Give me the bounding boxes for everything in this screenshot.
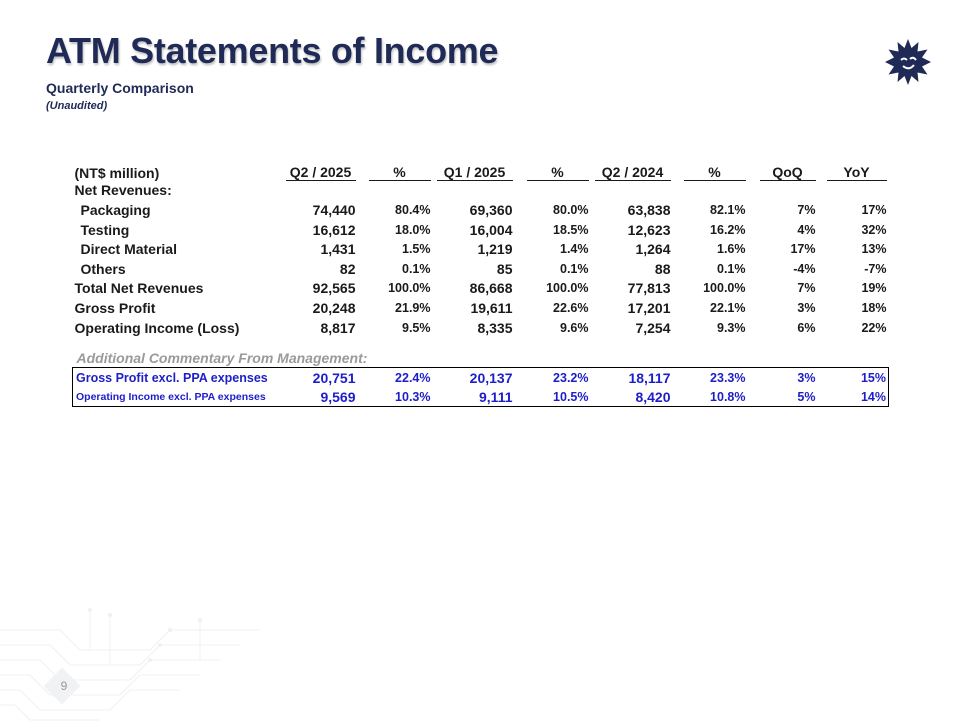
cell-value: 88	[654, 260, 671, 277]
cell-value: 1,431	[320, 241, 356, 258]
page-subtitle: Quarterly Comparison	[46, 80, 194, 96]
cell-percent: 1.5%	[402, 242, 431, 257]
cell-qoq: -4%	[793, 261, 816, 276]
table-row	[73, 259, 889, 279]
cell-percent: 9.6%	[560, 320, 589, 335]
table-row	[73, 298, 889, 318]
cell-value: 19,611	[470, 299, 513, 316]
table-row	[73, 220, 889, 240]
cell-percent: 22.1%	[710, 300, 746, 315]
row-label: Operating Income (Loss)	[74, 319, 240, 336]
cell-yoy: 18%	[861, 300, 887, 315]
cell-yoy: 32%	[861, 222, 887, 237]
table-header-row	[73, 161, 889, 181]
highlight-row-operating-income	[73, 387, 889, 407]
table-row	[73, 318, 889, 338]
cell-percent: 9.5%	[402, 320, 431, 335]
cell-percent: 80.0%	[553, 202, 589, 217]
cell-percent: 10.8%	[673, 387, 748, 407]
cell-yoy: 15%	[818, 368, 889, 388]
cell-percent: 23.3%	[673, 368, 748, 388]
cell-value: 82	[339, 260, 356, 277]
cell-percent: 100.0%	[546, 281, 589, 296]
cell-qoq: 3%	[748, 368, 818, 388]
cell-value: 63,838	[627, 201, 671, 218]
unaudited-note: (Unaudited)	[46, 100, 108, 112]
row-label: Testing	[80, 221, 130, 238]
circuit-decoration	[0, 600, 260, 725]
cell-yoy: 17%	[861, 202, 887, 217]
cell-value: 92,565	[312, 280, 356, 297]
cell-percent: 100.0%	[388, 281, 431, 296]
row-label: Direct Material	[80, 241, 177, 258]
table-row	[73, 239, 889, 259]
cell-value: 20,248	[312, 299, 356, 316]
row-label: Operating Income excl. PPA expenses	[73, 387, 279, 407]
col-header-yoy: YoY	[818, 161, 889, 181]
highlight-row-gross-profit	[73, 368, 889, 388]
cell-yoy: 22%	[861, 320, 887, 335]
cell-percent: 0.1%	[402, 261, 431, 276]
cell-value: 8,817	[320, 319, 356, 336]
cell-qoq: 5%	[748, 387, 818, 407]
row-label: Total Net Revenues	[74, 280, 204, 297]
cell-yoy: 19%	[861, 281, 887, 296]
cell-percent: 10.3%	[358, 387, 433, 407]
cell-value: 8,335	[477, 319, 513, 336]
cell-value: 18,117	[591, 368, 673, 388]
row-label: Packaging	[80, 201, 151, 218]
cell-value: 9,111	[433, 387, 515, 407]
cell-percent: 0.1%	[560, 261, 589, 276]
cell-value: 77,813	[627, 280, 671, 297]
cell-percent: 9.3%	[717, 320, 746, 335]
cell-percent: 18.5%	[553, 222, 589, 237]
cell-qoq: 4%	[797, 222, 816, 237]
cell-value: 85	[496, 260, 513, 277]
cell-percent: 18.0%	[395, 222, 431, 237]
col-header-pct: %	[515, 161, 591, 181]
table-row	[73, 200, 889, 220]
cell-value: 69,360	[469, 201, 513, 218]
sun-face-logo-icon	[884, 38, 932, 86]
col-header-q2-2024: Q2 / 2024	[591, 161, 673, 181]
col-header-pct: %	[358, 161, 433, 181]
table-row-net-revenues	[73, 181, 889, 201]
commentary-row	[73, 348, 889, 368]
cell-value: 7,254	[635, 319, 671, 336]
col-header-qoq: QoQ	[748, 161, 818, 181]
cell-qoq: 7%	[797, 202, 816, 217]
cell-percent: 23.2%	[515, 368, 591, 388]
col-header-q2-2025: Q2 / 2025	[279, 161, 358, 181]
cell-value: 74,440	[312, 201, 356, 218]
income-statement-table	[72, 161, 889, 407]
cell-value: 20,751	[279, 368, 358, 388]
cell-yoy: 13%	[861, 242, 887, 257]
cell-value: 9,569	[279, 387, 358, 407]
row-label: Gross Profit excl. PPA expenses	[73, 368, 279, 388]
row-label: Net Revenues:	[74, 182, 172, 199]
row-label: Gross Profit	[74, 299, 156, 316]
cell-percent: 1.6%	[717, 242, 746, 257]
cell-value: 1,219	[477, 241, 513, 258]
cell-yoy: -7%	[864, 261, 887, 276]
col-header-pct: %	[673, 161, 748, 181]
cell-yoy: 14%	[818, 387, 889, 407]
cell-value: 8,420	[591, 387, 673, 407]
cell-percent: 1.4%	[560, 242, 589, 257]
cell-percent: 100.0%	[703, 281, 746, 296]
cell-qoq: 3%	[797, 300, 816, 315]
row-label: Others	[80, 260, 126, 277]
cell-percent: 80.4%	[395, 202, 431, 217]
cell-percent: 21.9%	[395, 300, 431, 315]
cell-value: 16,612	[312, 221, 356, 238]
cell-qoq: 17%	[790, 242, 816, 257]
cell-percent: 10.5%	[515, 387, 591, 407]
page-number: 9	[60, 679, 68, 693]
cell-percent: 22.4%	[358, 368, 433, 388]
cell-value: 17,201	[627, 299, 671, 316]
cell-value: 1,264	[635, 241, 671, 258]
cell-qoq: 7%	[797, 281, 816, 296]
page-title: ATM Statements of Income	[46, 30, 499, 71]
col-header-q1-2025: Q1 / 2025	[433, 161, 515, 181]
cell-percent: 82.1%	[710, 202, 746, 217]
cell-qoq: 6%	[797, 320, 816, 335]
commentary-title: Additional Commentary From Management:	[76, 349, 368, 366]
cell-value: 86,668	[469, 280, 513, 297]
cell-percent: 0.1%	[717, 261, 746, 276]
cell-percent: 22.6%	[553, 300, 589, 315]
cell-value: 12,623	[627, 221, 671, 238]
unit-header: (NT$ million)	[74, 164, 160, 181]
cell-value: 16,004	[469, 221, 513, 238]
table-row	[73, 279, 889, 299]
cell-value: 20,137	[433, 368, 515, 388]
cell-percent: 16.2%	[710, 222, 746, 237]
